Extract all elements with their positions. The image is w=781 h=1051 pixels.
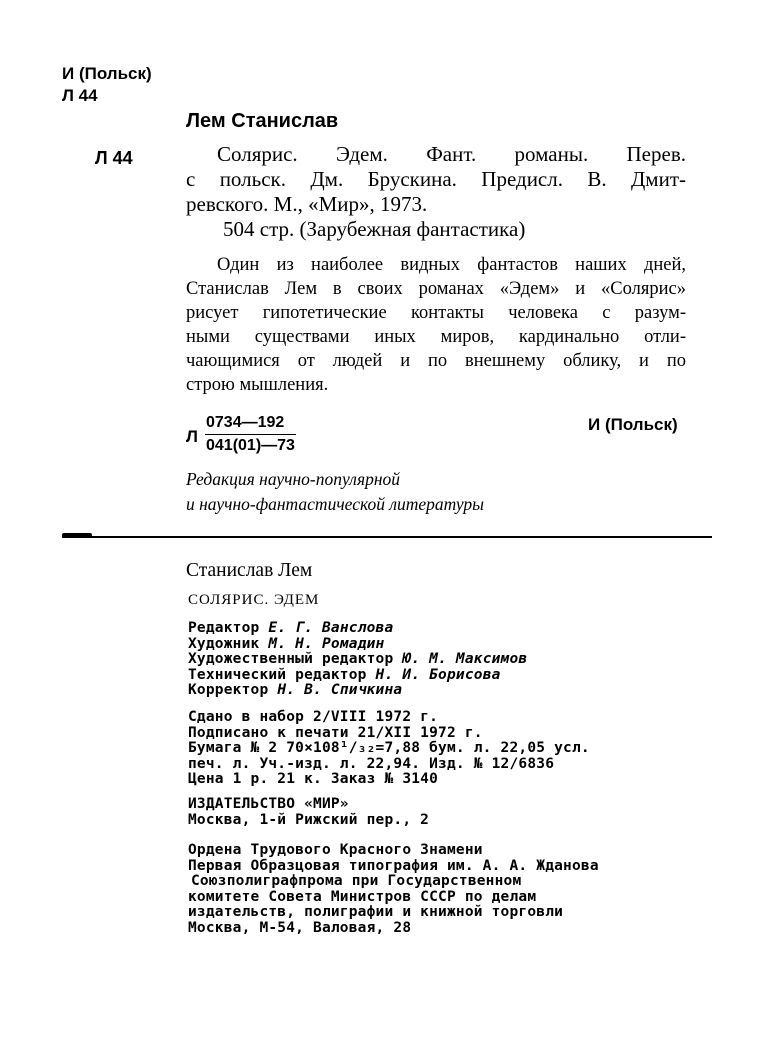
credit-name: Н. И. Борисова [375, 666, 501, 683]
divider-line [62, 536, 712, 538]
printer-line: Первая Образцовая типография им. А. А. Жданова [188, 857, 599, 874]
production-line: Сдано в набор 2/VIII 1972 г. [188, 709, 439, 725]
credit-tech-editor [188, 668, 527, 684]
classification-top-left [62, 63, 152, 107]
credit-role: Художник [188, 635, 260, 652]
classification-numerator: 0734—192 [205, 414, 296, 435]
author-heading: Лем Станислав [186, 110, 339, 132]
classification-denominator: 041(01)—73 [206, 437, 295, 454]
credit-editor [188, 621, 527, 637]
imprint-credits [188, 621, 527, 699]
credit-role: Технический редактор [188, 666, 367, 683]
credit-name: М. Н. Ромадин [268, 635, 385, 652]
printer-line: издательств, полиграфии и книжной торговли [188, 904, 564, 920]
editorial-office [186, 467, 484, 517]
production-line: печ. л. Уч.-изд. л. 22,94. Изд. № 12/6836 [188, 755, 555, 772]
production-line: Цена 1 р. 21 к. Заказ № 3140 [188, 771, 439, 787]
bibliographic-description [186, 142, 686, 242]
credit-proofreader [188, 683, 527, 699]
imprint-production [188, 710, 590, 788]
credit-artist [188, 637, 527, 653]
credit-art-editor [188, 652, 527, 668]
imprint-author: Станислав Лем [186, 560, 313, 581]
annotation-line: Станислав Лем в своих романах «Эдем» и «Солярис» [186, 279, 686, 299]
printer-line: комитете Совета Министров СССР по делам [188, 888, 537, 905]
annotation-line: ными существами иных миров, кардинально отли- [186, 327, 686, 347]
production-line: Бумага № 2 70×108¹/₃₂=7,88 бум. л. 22,05 усл. [188, 740, 590, 756]
credit-role: Редактор [188, 620, 260, 636]
annotation-line: строю мышления. [186, 375, 329, 395]
imprint-title: СОЛЯРИС. ЭДЕМ [188, 592, 320, 608]
printer-line: Ордена Трудового Красного Знамени [188, 842, 483, 858]
printer-line: Союзполиграфпрома при Государственном [191, 873, 522, 889]
classification-top-line: И (Польск) [62, 64, 152, 83]
card-index-top: Л 44 [62, 86, 98, 105]
editorial-office-line: и научно-фантастической литературы [186, 494, 484, 514]
production-line: Подписано к печати 21/XII 1972 г. [188, 724, 483, 741]
annotation-line: рисует гипотетические контакты человека с разум- [186, 303, 686, 323]
credit-name: Е. Г. Ванслова [268, 620, 394, 636]
printer-line: Москва, М-54, Валовая, 28 [188, 919, 412, 936]
imprint-publisher [188, 797, 429, 828]
description-line: Солярис. Эдем. Фант. романы. Перев. [217, 142, 686, 166]
annotation [186, 253, 686, 397]
classification-letter: Л [186, 427, 198, 446]
imprint-printer [188, 843, 599, 936]
classification-right: И (Польск) [588, 415, 678, 434]
description-line: 504 стр. (Зарубежная фантастика) [223, 217, 526, 241]
annotation-line: Один из наиболее видных фантастов наших дней, [217, 255, 686, 275]
description-line: ревского. М., «Мир», 1973. [186, 192, 428, 216]
credit-role: Художественный редактор [188, 651, 394, 667]
credit-name: Н. В. Спичкина [277, 682, 403, 698]
editorial-office-line: Редакция научно-популярной [186, 469, 401, 489]
annotation-line: чающимися от людей и по внешнему облику, и по [186, 351, 686, 371]
classification-fraction [205, 414, 296, 455]
publisher-address: Москва, 1-й Рижский пер., 2 [188, 811, 430, 828]
credit-name: Ю. М. Максимов [402, 651, 528, 667]
publisher-name: ИЗДАТЕЛЬСТВО «МИР» [188, 796, 349, 812]
credit-role: Корректор [188, 682, 269, 698]
card-index: Л 44 [95, 148, 133, 168]
description-line: с польск. Дм. Брускина. Предисл. В. Дмит- [186, 167, 686, 191]
